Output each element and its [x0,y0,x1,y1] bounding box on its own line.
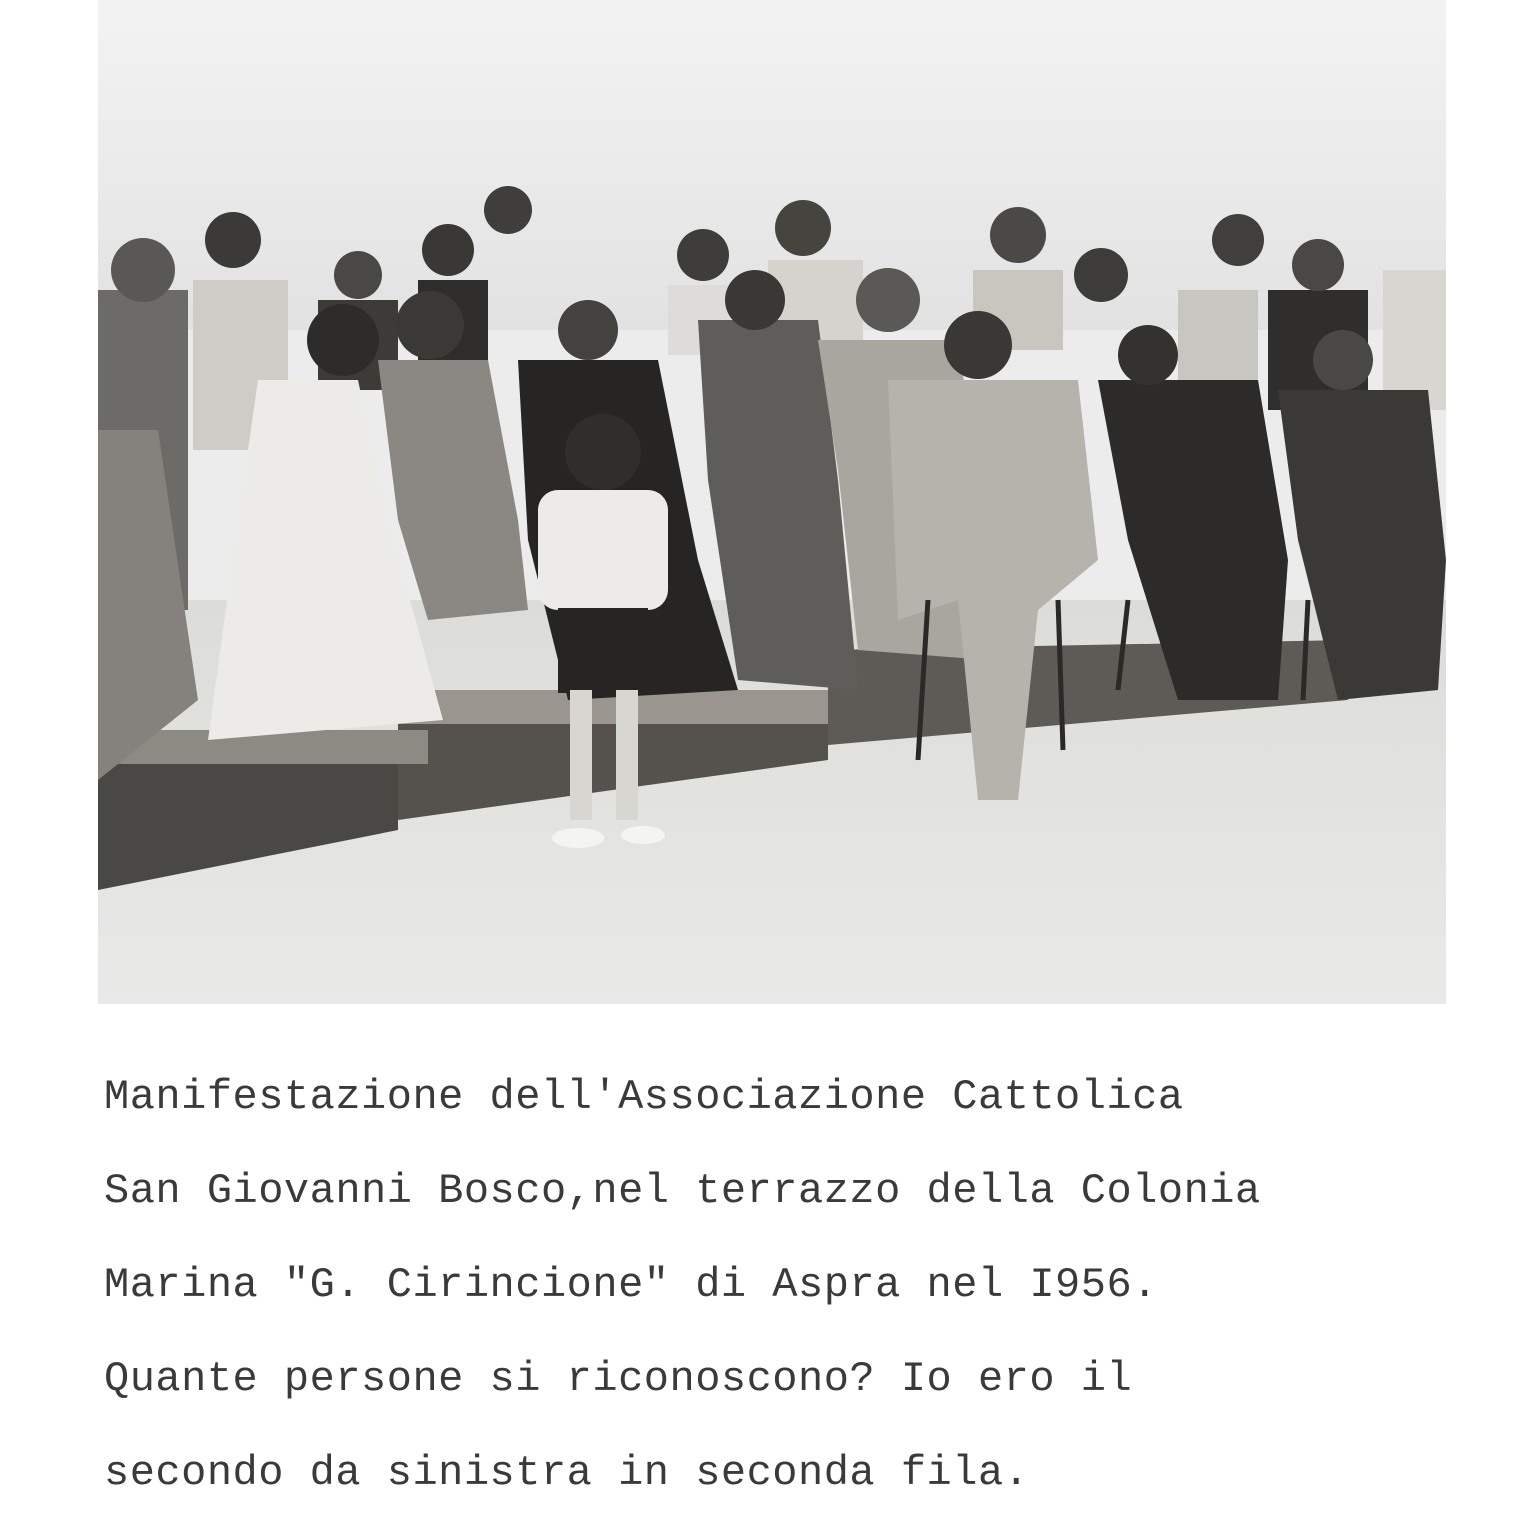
mount-card-left-margin [0,0,98,820]
photo-caption [104,1050,1504,1520]
group-photograph [98,0,1446,1004]
caption-line-2: San Giovanni Bosco,nel terrazzo della Colonia [104,1167,1261,1215]
caption-line-3: Marina "G. Cirincione" di Aspra nel I956. [104,1261,1158,1309]
caption-line-4: Quante persone si riconoscono? Io ero il [104,1355,1133,1403]
mount-card-right-margin [1438,0,1526,820]
caption-line-1: Manifestazione dell'Associazione Cattolica [104,1073,1184,1121]
caption-line-5: secondo da sinistra in seconda fila. [104,1449,1030,1497]
photo-scene [98,0,1446,1004]
